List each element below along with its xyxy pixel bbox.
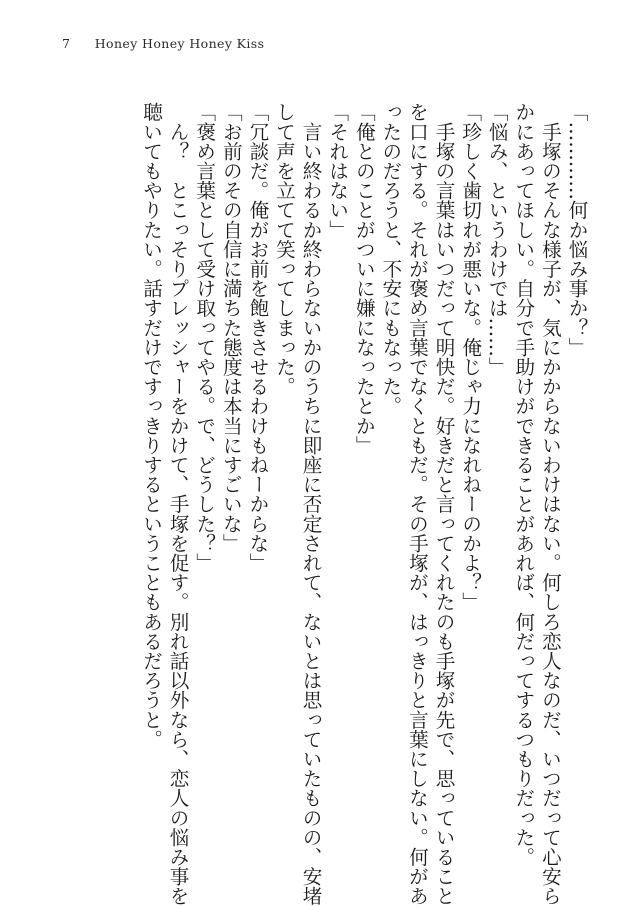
text-line: 「褒め言葉として受け取ってやる。で、どうした？」: [192, 102, 216, 573]
text-line: 「悩み、というわけでは……」: [485, 102, 509, 377]
running-header: [62, 36, 264, 51]
vertical-body-text: [137, 102, 589, 906]
text-line: ん？ とこっそりプレッシャーをかけて、手塚を促す。別れ話以外なら、恋人の悩み事を: [166, 102, 190, 906]
text-line: 言い終わるか終わらないかのうちに即座に否定されて、ないとは思っていたものの、安堵: [299, 102, 323, 906]
text-line: 「冗談だ。俺がお前を飽きさせるわけもねーからな」: [245, 102, 269, 573]
text-line: かにあってほしい。自分で手助けができることがあれば、何だってするつもりだった。: [511, 102, 535, 867]
text-line: して声を立てて笑ってしまった。: [272, 102, 296, 396]
text-line: 「珍しく歯切れが悪いな。俺じゃ力になれねーのかよ？」: [458, 102, 482, 612]
running-title: Honey Honey Honey Kiss: [94, 36, 265, 51]
text-line: 聴いてもやりたい。話すだけですっきりするということもあるだろうと。: [139, 102, 163, 749]
text-line: を口にする。それが褒め言葉でなくともだ。その手塚が、はっきりと言葉にしない。何があ: [405, 102, 429, 906]
text-line: 「俺とのことがついに嫌になったとか」: [352, 102, 376, 455]
text-line: 「…………何か悩み事か？」: [565, 102, 588, 357]
text-line: 手塚の言葉はいつだって明快だ。好きだと言ってくれたのも手塚が先で、思っていること: [432, 102, 456, 906]
text-line: 手塚のそんな様子が、気にかからないわけはない。何しろ恋人なのだ、いつだって心安ら: [538, 102, 562, 906]
page-number: 7: [62, 36, 71, 51]
text-line: 「それはない」: [325, 102, 349, 240]
text-line: 「お前のその自信に満ちた態度は本当にすごいな」: [219, 102, 243, 553]
text-line: ったのだろうと、不安にもなった。: [378, 102, 402, 416]
